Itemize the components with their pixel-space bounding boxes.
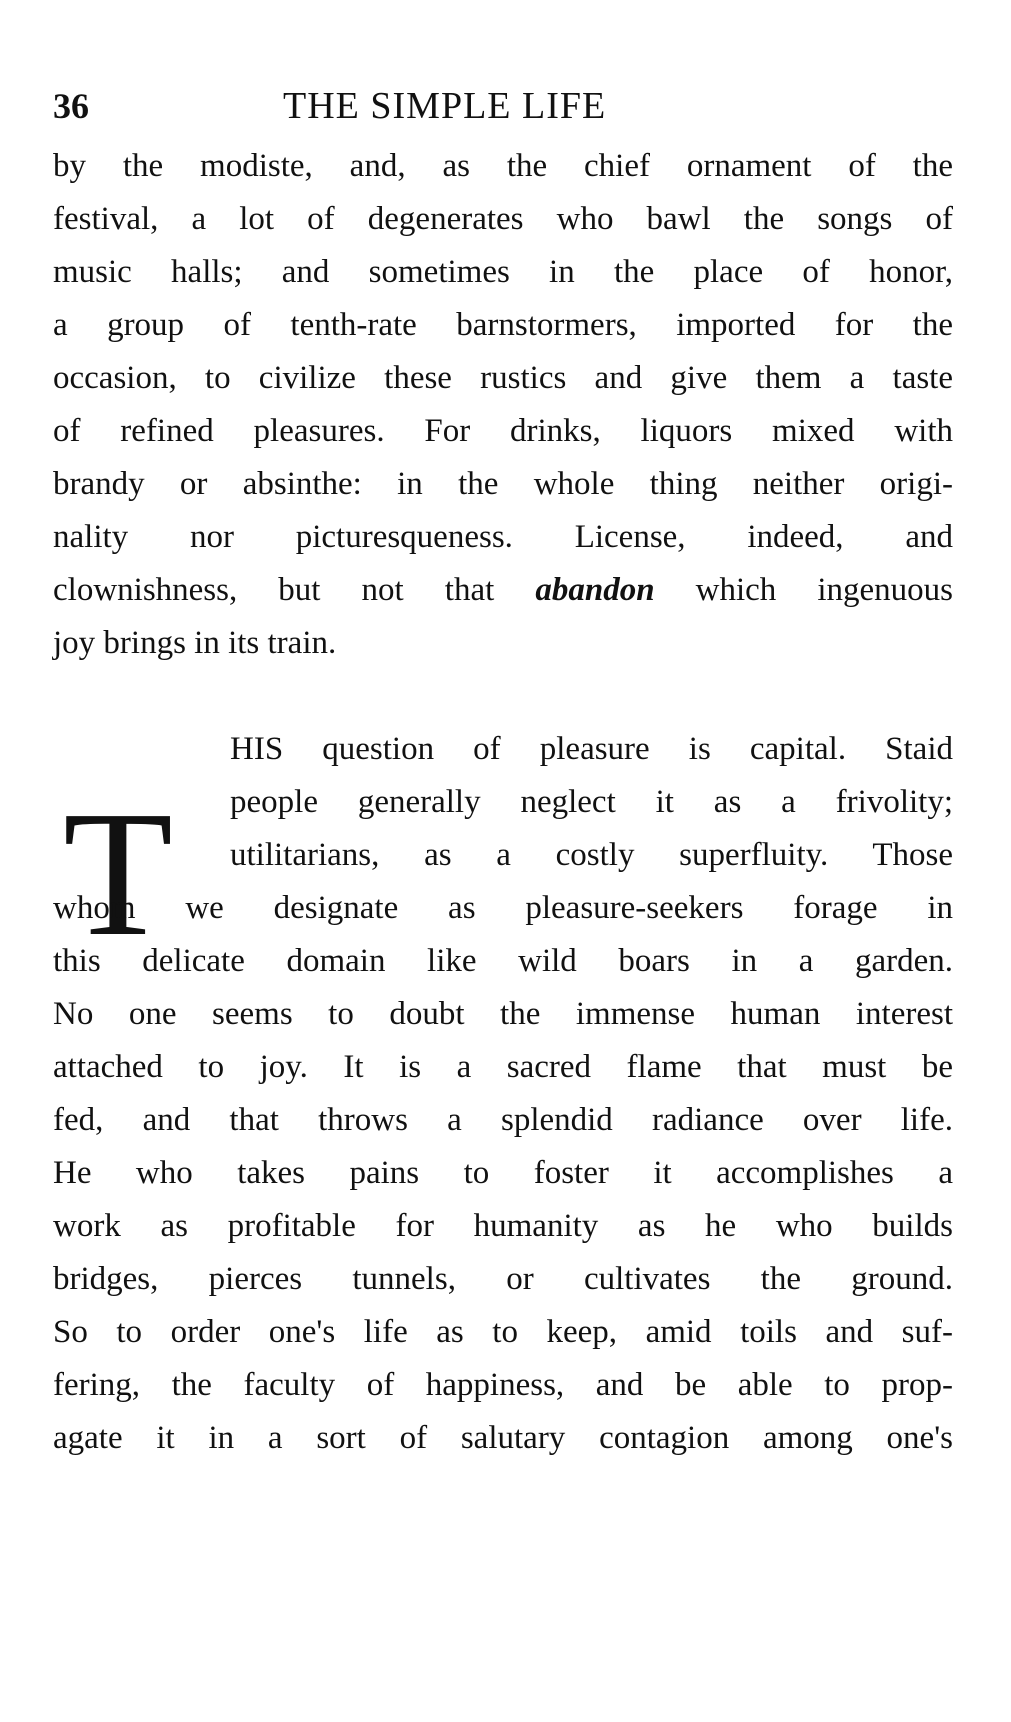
text-line: music halls; and sometimes in the place of honor, [53,254,953,290]
page-header [53,78,953,134]
text-line: nality nor picturesqueness. License, indeed, and [53,519,953,555]
page-number: 36 [53,86,89,126]
text-line: bridges, pierces tunnels, or cultivates the ground. [53,1261,953,1297]
line-segment: which ingenuous [654,572,954,608]
text-line: fering, the faculty of happiness, and be able to prop- [53,1367,953,1403]
text-line: attached to joy. It is a sacred flame that must be [53,1049,953,1085]
text-line: of refined pleasures. For drinks, liquors mixed with [53,413,953,449]
text-line: So to order one's life as to keep, amid toils and suf- [53,1314,953,1350]
text-line: by the modiste, and, as the chief ornament of the [53,148,953,184]
text-line: occasion, to civilize these rustics and give them a taste [53,360,953,396]
text-line: brandy or absinthe: in the whole thing neither origi- [53,466,953,502]
indented-text-line: utilitarians, as a costly superfluity. Those [230,837,953,873]
text-line: festival, a lot of degenerates who bawl the songs of [53,201,953,237]
text-line: a group of tenth-rate barnstormers, imported for the [53,307,953,343]
text-line: He who takes pains to foster it accomplishes a [53,1155,953,1191]
text-line: this delicate domain like wild boars in a garden. [53,943,953,979]
text-line-with-italic [53,562,953,618]
text-line: agate it in a sort of salutary contagion among one's [53,1420,953,1456]
text-line: joy brings in its train. [53,625,337,661]
running-title: THE SIMPLE LIFE [283,85,607,127]
line-segment: clownishness, but not that [53,572,536,608]
indented-text-line: HIS question of pleasure is capital. Staid [230,731,953,767]
indented-text-line: people generally neglect it as a frivolity; [230,784,953,820]
italic-word: abandon [535,572,655,608]
drop-cap-letter: T [63,774,173,973]
text-line: fed, and that throws a splendid radiance over life. [53,1102,953,1138]
text-line: No one seems to doubt the immense human interest [53,996,953,1032]
text-line: work as profitable for humanity as he who builds [53,1208,953,1244]
text-line: whom we designate as pleasure-seekers forage in [53,890,953,926]
